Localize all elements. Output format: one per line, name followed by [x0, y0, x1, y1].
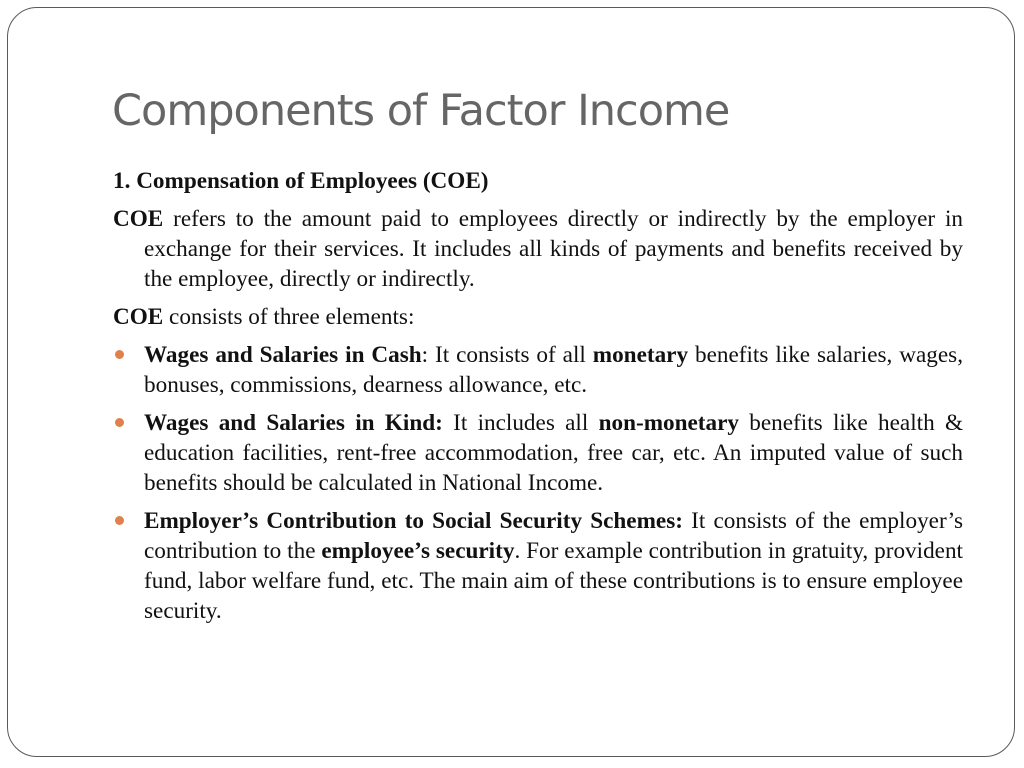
coe-definition [113, 204, 963, 294]
bullet-text: It consists of the employer’s contribution to the [144, 508, 963, 564]
list-item-wages-kind [113, 408, 963, 498]
bullet-text: benefits like health & education facilities, rent-free accommodation, free car, etc. An imputed value of such benefits should be calculated in National Income. [144, 410, 963, 496]
bullet-emphasis: non-monetary [598, 410, 739, 436]
elements-list [113, 340, 963, 626]
bullet-label: Wages and Salaries in Kind: [144, 410, 443, 436]
section-heading: 1. Compensation of Employees (COE) [113, 168, 489, 194]
coe-definition-text: refers to the amount paid to employees directly or indirectly by the employer in exchange for their services. It includes all kinds of payments and benefits received by the employee, directly or indirectly. [144, 206, 963, 292]
list-item-social-security [113, 506, 963, 626]
bullet-dot-icon [115, 418, 124, 427]
bullet-label: Wages and Salaries in Cash [144, 342, 422, 368]
coe-term: COE [113, 206, 164, 232]
slide-title: Components of Factor Income [112, 86, 730, 136]
coe-elements-intro [113, 302, 963, 332]
slide-body [113, 166, 963, 634]
bullet-text: . For example contribution in gratuity, provident fund, labor welfare fund, etc. The main aim of these contributions is to ensure employee security. [144, 538, 963, 624]
coe-term-2: COE [113, 304, 164, 330]
bullet-label: Employer’s Contribution to Social Security Schemes: [144, 508, 683, 534]
bullet-emphasis: monetary [592, 342, 689, 368]
bullet-text: benefits like salaries, wages, bonuses, commissions, dearness allowance, etc. [144, 342, 963, 398]
bullet-dot-icon [115, 350, 124, 359]
list-item-wages-cash [113, 340, 963, 400]
bullet-emphasis: employee’s security [321, 538, 515, 564]
bullet-text: : It consists of all [421, 342, 593, 368]
coe-elements-intro-text: consists of three elements: [163, 304, 415, 330]
bullet-text: It includes all [442, 410, 599, 436]
bullet-dot-icon [115, 516, 124, 525]
